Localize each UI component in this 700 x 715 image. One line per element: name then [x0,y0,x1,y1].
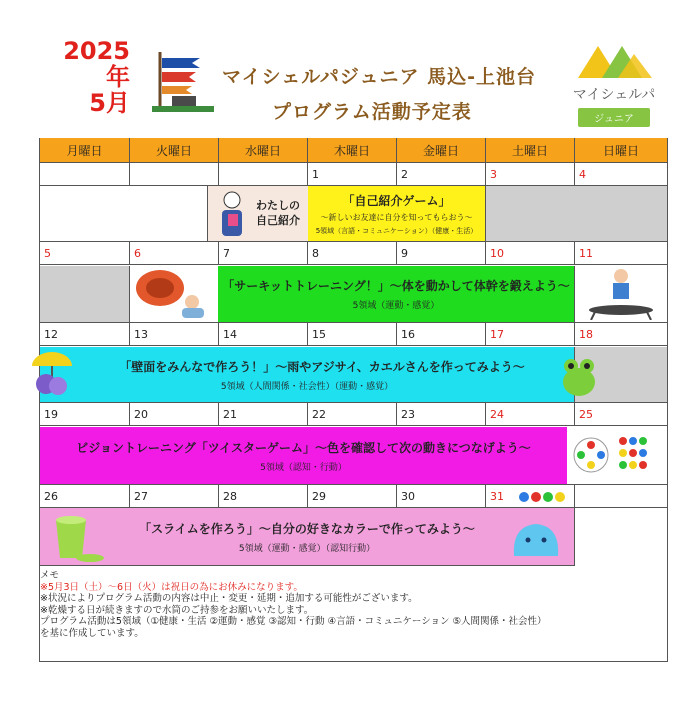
program-band-5: 「スライムを作ろう」～自分の好きなカラーで作ってみよう～ 5領域（運動・感覚）（認知行動） [40,508,575,566]
date-cell[interactable] [219,403,308,426]
memo-line: ※状況によりプログラム活動の内容は中止・変更・延期・追加する可能性がございます。 [40,593,418,604]
date-number: 21 [223,408,237,421]
date-number: 14 [223,328,237,341]
program-band-1: 「自己紹介ゲーム」 ～新しいお友達に自分を知ってもらおう～ 5領域（言語・コミュニケーション）（健康・生活） [308,186,486,242]
memo-line: ※5月3日（土）～6日（火）は祝日の為にお休みになります。 [40,581,303,593]
intro-label: わたしの [256,199,300,212]
date-cell[interactable] [397,485,486,508]
date-cell[interactable] [219,485,308,508]
logo: マイシェルパ ジュニア [572,40,656,128]
logo-badge: ジュニア [578,108,650,127]
logo-mountains-icon [572,40,656,80]
play-tunnel-icon [130,266,214,322]
date-cell[interactable] [575,163,667,186]
memo-label: メモ [40,570,60,581]
date-cell[interactable] [40,403,130,426]
date-number: 25 [579,408,593,421]
program-band-3: 「壁面をみんなで作ろう！」～雨やアジサイ、カエルさんを作ってみよう～ 5領域（人間関係・社会性）（運動・感覚） [40,347,575,403]
date-number: 19 [44,408,58,421]
gray-cell [486,186,667,242]
year-label: 2025年 5月 [63,37,130,117]
program-band-2: 「サーキットトレーニング！」～体を動かして体幹を鍛えよう～ 5領域（運動・感覚） [218,266,575,323]
date-cell[interactable] [130,323,219,346]
trampoline-illustration [575,266,667,323]
date-number: 22 [312,408,326,421]
program-band-4: ビジョントレーニング「ツイスターゲーム」～色を確認して次の動きにつなげよう～ 5領域（認知・行動） [40,427,567,485]
trampoline-icon [581,266,661,320]
date-cell[interactable] [40,485,130,508]
date-cell[interactable] [40,323,130,346]
gray-cell [40,266,130,323]
date-cell[interactable] [486,323,575,346]
date-number: 2 [401,168,408,181]
twister-icon [567,427,663,481]
date-number: 24 [490,408,504,421]
date-cell[interactable] [130,485,219,508]
date-cell[interactable] [486,163,575,186]
date-number: 13 [134,328,148,341]
date-cell[interactable] [397,163,486,186]
date-number: 6 [134,247,141,260]
tunnel-illustration [130,266,218,323]
date-number: 15 [312,328,326,341]
date-cell[interactable] [308,163,397,186]
date-number: 5 [44,247,51,260]
date-cell[interactable] [219,323,308,346]
date-number: 27 [134,490,148,503]
empty-cell [40,186,208,242]
date-number: 18 [579,328,593,341]
date-cell[interactable] [308,242,397,265]
weekday-header: 土曜日 [486,138,575,163]
slime-cup-icon [42,512,106,564]
twister-illustration [567,427,667,485]
memo-line: を基に作成しています。 [40,627,144,639]
slime-icon [508,516,564,560]
weekday-header: 水曜日 [219,138,308,163]
twister-kids-icon [512,486,572,508]
girl-icon [210,188,254,240]
date-number: 11 [579,247,593,260]
frog-icon [558,350,600,400]
date-cell[interactable] [308,323,397,346]
hydrangea-umbrella-icon [28,348,76,400]
date-cell[interactable] [130,403,219,426]
date-cell[interactable] [308,403,397,426]
date-cell[interactable] [397,323,486,346]
date-number: 28 [223,490,237,503]
date-cell[interactable] [575,485,667,508]
self-intro-illustration: わたしの 自己紹介 [208,186,308,242]
date-number: 4 [579,168,586,181]
date-cell[interactable] [308,485,397,508]
date-number: 12 [44,328,58,341]
date-number: 26 [44,490,58,503]
date-cell[interactable] [397,242,486,265]
date-number: 20 [134,408,148,421]
date-cell[interactable] [486,242,575,265]
page-title: マイシェルパジュニア 馬込-上池台 [222,66,537,88]
weekday-header: 金曜日 [397,138,486,163]
date-cell[interactable] [40,242,130,265]
memo [40,570,547,639]
date-number: 17 [490,328,504,341]
date-number: 7 [223,247,230,260]
date-number: 1 [312,168,319,181]
memo-line: プログラム活動は5領域（①健康・生活 ②運動・感覚 ③認知・行動 ④言語・コミュニケーション ⑤人間関係・社会性） [40,616,547,627]
date-number: 16 [401,328,415,341]
page-subtitle: プログラム活動予定表 [272,101,472,123]
date-number: 8 [312,247,319,260]
date-cell[interactable] [219,242,308,265]
date-number: 31 [490,490,504,503]
koinobori-icon [152,50,214,112]
date-number: 23 [401,408,415,421]
date-number: 9 [401,247,408,260]
date-cell[interactable] [130,242,219,265]
weekday-header: 月曜日 [40,138,130,163]
date-cell[interactable] [575,403,667,426]
date-number: 29 [312,490,326,503]
weekday-header: 木曜日 [308,138,397,163]
date-cell[interactable] [575,242,667,265]
date-cell[interactable] [486,403,575,426]
date-number: 10 [490,247,504,260]
date-cell[interactable] [575,323,667,346]
weekday-header: 火曜日 [130,138,219,163]
memo-line: ※乾燥する日が続きますので水筒のご持参をお願いいたします。 [40,604,314,616]
date-cell[interactable] [40,163,130,186]
date-number: 30 [401,490,415,503]
date-cell[interactable] [397,403,486,426]
date-cell[interactable] [130,163,219,186]
date-number: 3 [490,168,497,181]
weekday-header: 日曜日 [575,138,667,163]
date-cell[interactable] [219,163,308,186]
month-label: 5月 [89,89,130,117]
